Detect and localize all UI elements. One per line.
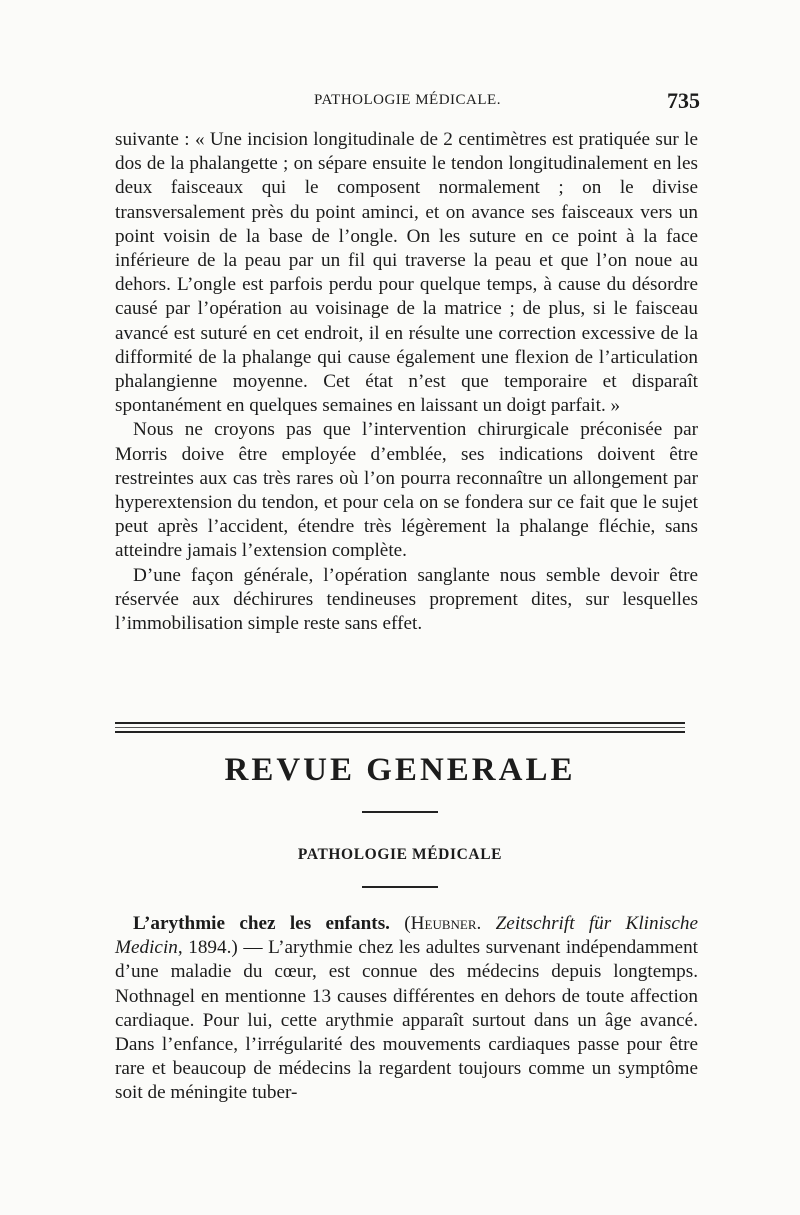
continuation-text	[115, 128, 698, 636]
section-divider	[115, 722, 685, 733]
article-year: , 1894.)	[177, 937, 238, 959]
subsection-title: PATHOLOGIE MÉDICALE	[297, 846, 503, 863]
article-text	[115, 912, 698, 1106]
article-paragraph: L’arythmie chez les enfants. (Heubner. Zeitschrift für Klinische Medicin, 1894.) — L’arythmie chez les adultes survenant indépendamment d’une maladie du cœur, est connue des médecins depuis longtemps. Nothnagel en mentionne 13 causes différentes en dehors de toute affection cardiaque. Pour lui, cette arythmie apparaît surtout dans un âge avancé. Dans l’enfance, l’irrégularité des mouvements cardiaques passe pour être rare et beaucoup de médecins la regardent toujours comme un symptôme soit de méningite tuber-	[115, 913, 699, 1104]
paragraph: D’une façon générale, l’opération sanglante nous semble devoir être réservée aux déchirures tendineuses proprement dites, sur lesquelles l’immobilisation simple reste sans effet.	[115, 564, 698, 635]
subsection-rule	[362, 886, 438, 888]
article-author: Heubner.	[410, 913, 482, 934]
article-body: — L’arythmie chez les adultes survenant indépendamment d’une maladie du cœur, est connue des médecins depuis longtemps. Nothnagel en mentionne 13 causes différentes en dehors de toute affection cardiaque. Pour lui, cette arythmie apparaît surtout dans un âge avancé. Dans l’enfance, l’irrégularité des mouvements cardiaques passe pour être rare et beaucoup de médecins la regardent toujours comme un symptôme soit de méningite tuber-	[115, 937, 698, 1104]
page-number: 735	[667, 88, 700, 113]
paragraph: suivante : « Une incision longitudinale de 2 centimètres est pratiquée sur le dos de la phalangette ; on sépare ensuite le tendon longitudinalement en les deux faisceaux qui le composent normalement ; on le divise transversalement près du point aminci, et on avance ses faisceaux vers un point voisin de la base de l’ongle. On les suture en ce point à la face inférieure de la peau par un fil qui traverse la peau et que l’on noue au dehors. L’ongle est parfois perdu pour quelque temps, à cause du désordre causé par l’opération au voisinage de la matrice ; de plus, si le faisceau avancé est suturé en cet endroit, il en résulte une correction excessive de la difformité de la phalange qui cause également une flexion de l’articulation phalangienne moyenne. Cet état n’est que temporaire et disparaît spontanément en quelques semaines en laissant un doigt parfait. »	[115, 129, 698, 417]
running-title: PATHOLOGIE MÉDICALE.	[314, 92, 501, 108]
title-rule	[362, 811, 438, 813]
article-heading: L’arythmie chez les enfants.	[133, 913, 390, 934]
section-title: REVUE GENERALE	[224, 752, 576, 788]
running-head	[115, 88, 700, 122]
paragraph: Nous ne croyons pas que l’intervention chirurgicale préconisée par Morris doive être employée d’emblée, ses indications doivent être restreintes aux cas très rares où l’on pourra reconnaître un allongement par hyperextension du tendon, et pour cela on se fondera sur ce fait que le sujet peut après l’accident, étendre très légèrement la phalange fléchie, sans atteindre jamais l’extension complète.	[115, 419, 698, 562]
article-journal: Zeitschrift für Klinische Medicin	[115, 913, 699, 959]
